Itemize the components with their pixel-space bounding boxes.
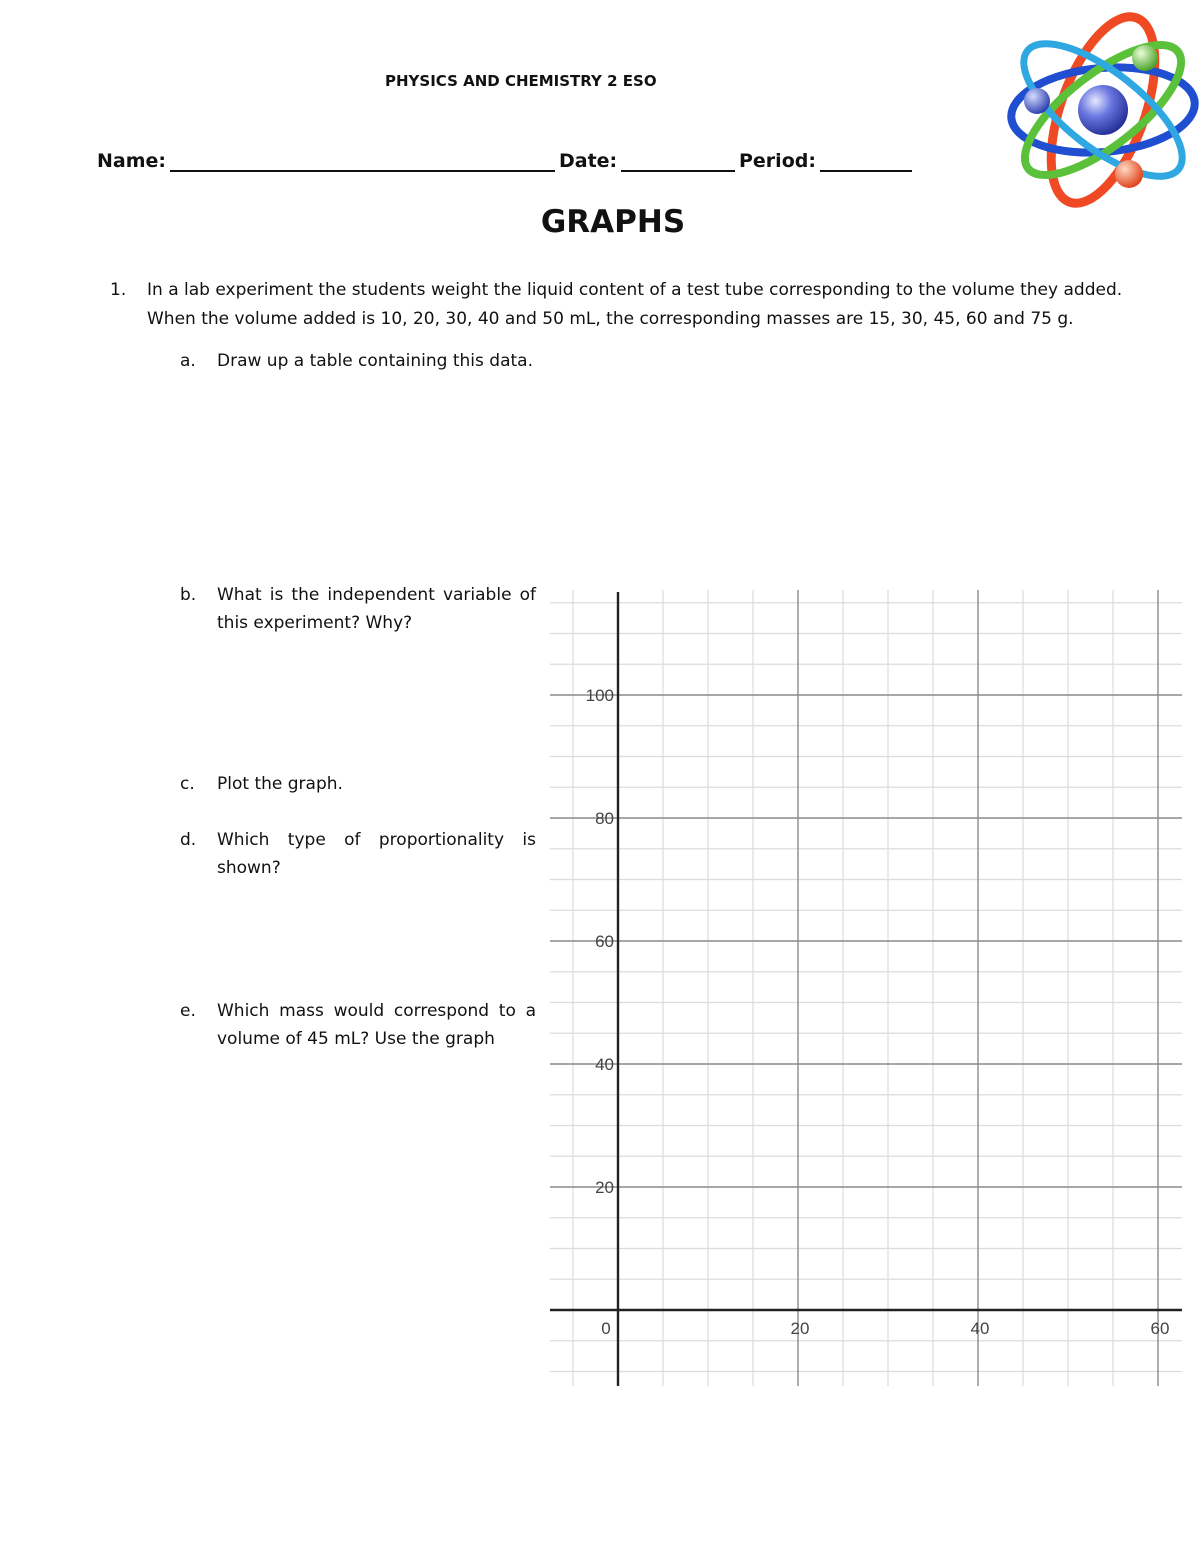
question-number: 1. xyxy=(110,280,127,300)
atom-icon xyxy=(1005,6,1200,216)
part-b xyxy=(180,581,536,637)
y-tick-label: 60 xyxy=(595,932,614,951)
part-text: What is the independent variable of this experiment? Why? xyxy=(217,585,536,633)
x-tick-label: 60 xyxy=(1150,1319,1170,1338)
name-blank[interactable] xyxy=(170,148,555,172)
part-letter: b. xyxy=(180,585,197,605)
x-tick-label: 0 xyxy=(601,1319,611,1338)
y-tick-label: 20 xyxy=(595,1178,614,1197)
part-letter: d. xyxy=(180,830,197,850)
name-label: Name: xyxy=(97,150,167,172)
part-e xyxy=(180,997,536,1053)
date-label: Date: xyxy=(559,150,618,172)
part-text: Plot the graph. xyxy=(217,774,343,794)
graph-paper[interactable] xyxy=(548,588,1188,1388)
date-field[interactable] xyxy=(559,148,735,172)
x-tick-label: 20 xyxy=(790,1319,810,1338)
question-1 xyxy=(110,276,1170,334)
part-a xyxy=(180,347,780,375)
part-text: Draw up a table containing this data. xyxy=(217,351,533,371)
subject-header: PHYSICS AND CHEMISTRY 2 ESO xyxy=(385,72,657,90)
part-text: Which mass would correspond to a volume of 45 mL? Use the graph xyxy=(217,1001,536,1049)
period-label: Period: xyxy=(739,150,816,172)
part-letter: e. xyxy=(180,1001,196,1021)
y-tick-label: 80 xyxy=(595,809,614,828)
y-tick-label: 40 xyxy=(595,1055,614,1074)
part-c xyxy=(180,770,536,798)
part-d xyxy=(180,826,536,882)
part-text: Which type of proportionality is shown? xyxy=(217,830,536,878)
period-field[interactable] xyxy=(739,148,912,172)
x-tick-label: 40 xyxy=(970,1319,990,1338)
y-tick-label: 100 xyxy=(585,686,614,705)
question-text: In a lab experiment the students weight the liquid content of a test tube corresponding to the volume they added. When the volume added is 10, 20, 30, 40 and 50 mL, the corresponding masses are 15, 30, 45, 60 and 75 g. xyxy=(147,280,1123,329)
date-blank[interactable] xyxy=(621,148,735,172)
part-letter: a. xyxy=(180,351,196,371)
part-letter: c. xyxy=(180,774,195,794)
name-field[interactable] xyxy=(97,148,555,172)
period-blank[interactable] xyxy=(820,148,912,172)
page-title: GRAPHS xyxy=(540,204,686,240)
